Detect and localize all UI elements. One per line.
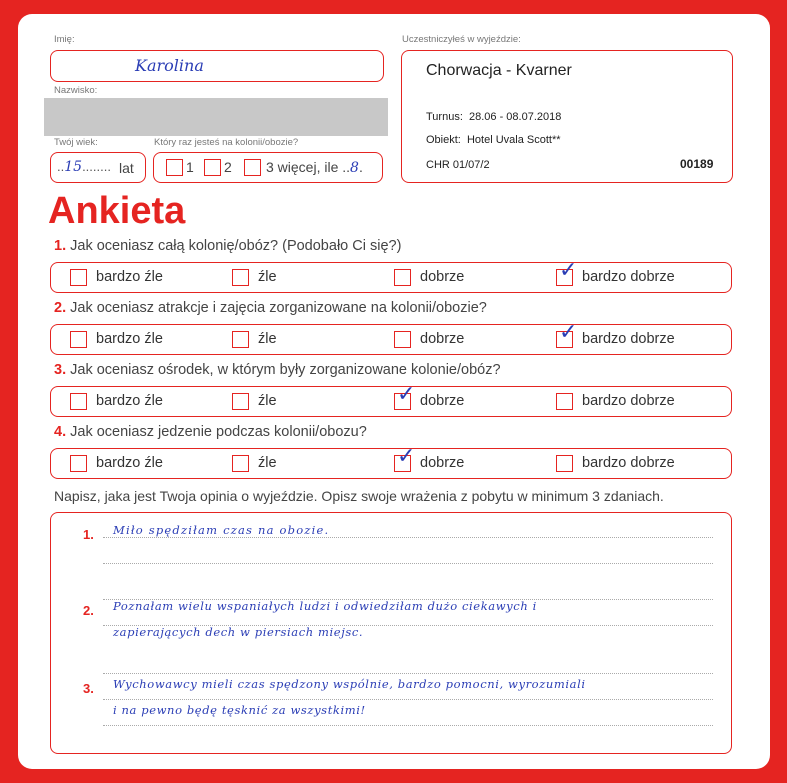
check-mark-icon: ✓	[397, 444, 416, 469]
q4-checkbox-4[interactable]	[556, 455, 573, 472]
q2-checkbox-1[interactable]	[70, 331, 87, 348]
opinion-box[interactable]	[50, 512, 732, 754]
q4-checkbox-3[interactable]	[394, 444, 416, 472]
nazwisko-redacted	[44, 98, 388, 136]
check-mark-icon: ✓	[559, 258, 578, 283]
nazwisko-label: Nazwisko:	[54, 85, 98, 96]
answer-2-line-2: zapierających dech w piersiach miejsc.	[113, 625, 364, 639]
q3-option-label: bardzo źle	[96, 393, 163, 409]
ktory-raz-field: 1 2 3 więcej, ile ..8.	[153, 152, 383, 183]
q4-checkbox-1[interactable]	[70, 455, 87, 472]
q1-option-label: źle	[258, 269, 277, 285]
trip-label: Uczestniczyłeś w wyjeździe:	[402, 34, 521, 45]
q3-checkbox-3[interactable]	[394, 382, 416, 410]
question-1-options	[50, 258, 732, 293]
ile-value: 8	[350, 160, 359, 176]
q3-checkbox-4[interactable]	[556, 393, 573, 410]
trip-code: CHR 01/07/2	[426, 159, 490, 171]
page-title: Ankieta	[48, 190, 186, 232]
answer-1-line-1: Miło spędziłam czas na obozie.	[113, 523, 330, 537]
trip-obiekt: Obiekt: Hotel Uvala Scott**	[426, 134, 561, 146]
trip-box	[401, 50, 733, 183]
writing-line	[103, 725, 713, 726]
checkbox-raz-3[interactable]	[244, 159, 261, 176]
check-mark-icon: ✓	[559, 320, 578, 345]
q1-checkbox-4[interactable]	[556, 258, 578, 286]
q4-checkbox-2[interactable]	[232, 455, 249, 472]
question-3-options	[50, 382, 732, 417]
imie-label: Imię:	[54, 34, 75, 45]
trip-turnus: Turnus: 28.06 - 08.07.2018	[426, 111, 562, 123]
q1-option-label: dobrze	[420, 269, 465, 285]
question-2-options	[50, 320, 732, 355]
question-1-text: 1. Jak oceniasz całą kolonię/obóz? (Podobało Ci się?)	[54, 238, 402, 254]
q1-checkbox-1[interactable]	[70, 269, 87, 286]
trip-name: Chorwacja - Kvarner	[426, 62, 572, 79]
answer-2-line-1: Poznałam wielu wspaniałych ludzi i odwiedziłam dużo ciekawych i	[113, 599, 537, 613]
answer-3-line-1: Wychowawcy mieli czas spędzony wspólnie, bardzo pomocni, wyrozumiali	[113, 677, 586, 691]
question-3-text: 3. Jak oceniasz ośrodek, w którym były zorganizowane kolonie/obóz?	[54, 362, 501, 378]
checkbox-raz-1[interactable]	[166, 159, 183, 176]
writing-line	[103, 563, 713, 564]
q2-option-label: bardzo źle	[96, 331, 163, 347]
q4-option-label: bardzo dobrze	[582, 455, 675, 471]
writing-line	[103, 673, 713, 674]
q2-option-label: źle	[258, 331, 277, 347]
wiek-field[interactable]: ..15........ lat	[50, 152, 146, 183]
wiek-label: Twój wiek:	[54, 137, 98, 148]
q3-option-label: bardzo dobrze	[582, 393, 675, 409]
q1-option-label: bardzo dobrze	[582, 269, 675, 285]
q4-option-label: bardzo źle	[96, 455, 163, 471]
imie-value: Karolina	[135, 56, 204, 75]
q1-checkbox-2[interactable]	[232, 269, 249, 286]
trip-number: 00189	[680, 157, 714, 171]
q2-checkbox-2[interactable]	[232, 331, 249, 348]
q1-option-label: bardzo źle	[96, 269, 163, 285]
q4-option-label: źle	[258, 455, 277, 471]
question-4-text: 4. Jak oceniasz jedzenie podczas kolonii/obozu?	[54, 424, 367, 440]
q3-option-label: dobrze	[420, 393, 465, 409]
answer-2-number: 2.	[83, 603, 94, 618]
checkbox-raz-2[interactable]	[204, 159, 221, 176]
imie-field[interactable]	[50, 50, 384, 82]
q2-checkbox-3[interactable]	[394, 331, 411, 348]
q2-option-label: dobrze	[420, 331, 465, 347]
wiek-value: 15	[64, 159, 83, 175]
q3-option-label: źle	[258, 393, 277, 409]
question-2-text: 2. Jak oceniasz atrakcje i zajęcia zorganizowane na kolonii/obozie?	[54, 300, 487, 316]
writing-line	[103, 537, 713, 538]
answer-3-line-2: i na pewno będę tęsknić za wszystkimi!	[113, 703, 366, 717]
survey-sheet	[18, 14, 770, 769]
lat-label: lat	[119, 160, 134, 176]
check-mark-icon: ✓	[397, 382, 416, 407]
opinion-prompt: Napisz, jaka jest Twoja opinia o wyjeździe. Opisz swoje wrażenia z pobytu w minimum 3 zdaniach.	[54, 488, 664, 504]
answer-3-number: 3.	[83, 681, 94, 696]
q1-checkbox-3[interactable]	[394, 269, 411, 286]
q3-checkbox-1[interactable]	[70, 393, 87, 410]
q3-checkbox-2[interactable]	[232, 393, 249, 410]
ktory-raz-label: Który raz jesteś na kolonii/obozie?	[154, 137, 299, 148]
question-4-options	[50, 444, 732, 479]
q2-option-label: bardzo dobrze	[582, 331, 675, 347]
q4-option-label: dobrze	[420, 455, 465, 471]
writing-line	[103, 699, 713, 700]
opt3-label: 3 więcej, ile ..8.	[266, 159, 363, 176]
q2-checkbox-4[interactable]	[556, 320, 578, 348]
answer-1-number: 1.	[83, 527, 94, 542]
